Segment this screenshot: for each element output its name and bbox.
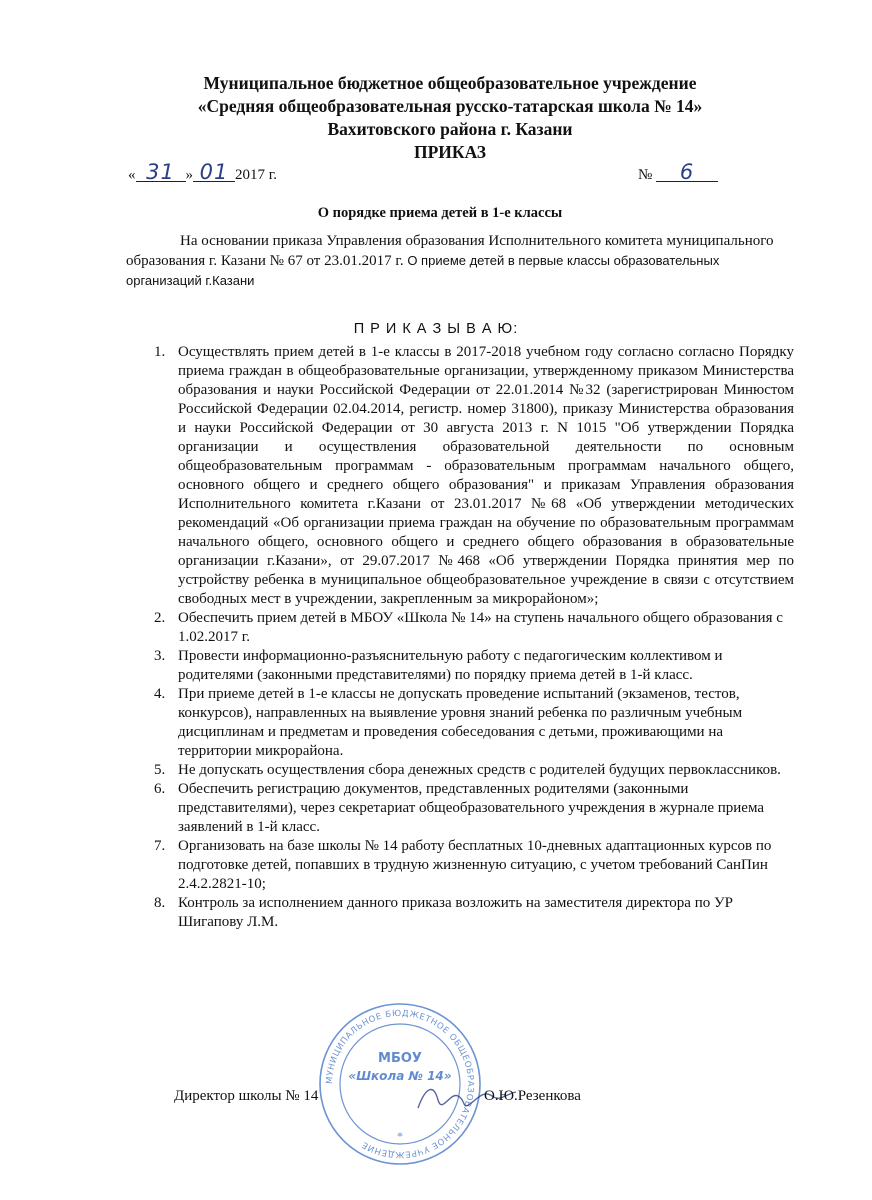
item-text: При приеме детей в 1-е классы не допускать проведение испытаний (экзаменов, тестов, конкурсов), направленных на выявление уровня знаний ребенка по различным учебным дисциплинам и предметам и проведения собеседования с детьми, проживающими на территории микрорайона. — [178, 686, 743, 759]
order-items-list — [154, 343, 794, 932]
list-item — [154, 780, 794, 837]
stamp-ring-text: МУНИЦИПАЛЬНОЕ БЮДЖЕТНОЕ ОБЩЕОБРАЗОВАТЕЛЬНОЕ УЧРЕЖДЕНИЕ — [324, 1008, 476, 1160]
quote-open: « — [128, 167, 136, 183]
org-name-line2: «Средняя общеобразовательная русско-татарская школа № 14» — [197, 96, 703, 116]
list-item — [154, 685, 794, 761]
order-title: О порядке приема детей в 1-е классы — [317, 205, 563, 221]
date-line — [128, 160, 728, 189]
org-district: Вахитовского района г. Казани — [327, 119, 573, 139]
item-number: 4. — [154, 686, 166, 702]
item-text: Обеспечить прием детей в МБОУ «Школа № 14» на ступень начального общего образования с 1.02.2017 г. — [178, 610, 783, 645]
stamp-line1: МБОУ — [378, 1051, 422, 1066]
number-handwritten: 6 — [656, 163, 718, 182]
item-number: 1. — [154, 344, 166, 360]
item-number: 7. — [154, 838, 166, 854]
doc-type: ПРИКАЗ — [413, 142, 487, 162]
date-day-handwritten: 31 — [136, 163, 186, 182]
item-number: 2. — [154, 610, 166, 626]
list-item — [154, 894, 794, 932]
date-year: 2017 г. — [235, 167, 277, 183]
signature-block — [174, 1088, 774, 1112]
number-label: № — [638, 167, 653, 183]
director-name: О.Ю.Резенкова — [484, 1088, 581, 1104]
preamble-main: На основании приказа Управления образования Исполнительного комитета муниципального образования г. Казани № 67 от 23.01.2017 г. — [126, 233, 774, 269]
item-text: Провести информационно-разъяснительную работу с педагогическим коллективом и родителями (законными представителями) по порядку приема детей в 1-й класс. — [178, 648, 723, 683]
item-number: 8. — [154, 895, 166, 911]
item-number: 5. — [154, 762, 166, 778]
item-text: Организовать на базе школы № 14 работу бесплатных 10-дневных адаптационных курсов по подготовке детей, попавших в трудную жизненную ситуацию, с учетом требований СанПин 2.4.2.2821-10; — [178, 838, 772, 892]
order-date — [128, 160, 277, 184]
item-text: Контроль за исполнением данного приказа возложить на заместителя директора по УР Шигапову Л.М. — [178, 895, 733, 930]
stamp-line2: «Школа № 14» — [348, 1069, 452, 1083]
date-month-handwritten: 01 — [193, 163, 235, 182]
preamble-tail: О приеме детей в первые классы образовательных организаций г.Казани — [126, 253, 720, 288]
item-text: Обеспечить регистрацию документов, представленных родителями (законными представителями), через секретариат общеобразовательного учреждения в журнале приема заявлений в 1-й класс. — [178, 781, 764, 835]
preamble — [126, 232, 786, 291]
list-item — [154, 761, 794, 780]
item-text: Не допускать осуществления сбора денежных средств с родителей будущих первоклассников. — [178, 762, 781, 778]
order-number — [638, 160, 718, 184]
order-heading: П Р И К А З Ы В А Ю: — [353, 321, 519, 337]
director-role: Директор школы № 14 — [174, 1088, 319, 1104]
star-icon: * — [397, 1129, 403, 1143]
list-item — [154, 343, 794, 609]
document-header — [100, 72, 800, 164]
list-item — [154, 837, 794, 894]
item-number: 3. — [154, 648, 166, 664]
org-name-line1: Муниципальное бюджетное общеобразовательное учреждение — [203, 73, 697, 93]
list-item — [154, 647, 794, 685]
item-number: 6. — [154, 781, 166, 797]
list-item — [154, 609, 794, 647]
quote-close: » — [185, 167, 193, 183]
item-text: Осуществлять прием детей в 1-е классы в 2017-2018 учебном году согласно согласно Порядку приема граждан в общеобразовательные организации, утвержденному приказом Министерства образования и науки Российской Федерации от 22.01.2014 №32 (зарегистрирован Минюстом Российской Федерации 02.04.2014, регистр. номер 31800), приказу Министерства образования и науки Российской Федерации от 30 августа 2013 г. N 1015 "Об утверждении Порядка организации и осуществления образовательной деятельности по основным общеобразовательным программам - образовательным программам начального общего, основного общего и среднего общего образования" и приказам Управления образования Исполнительного комитета г.Казани от 23.01.2017 №68 «Об утверждении методических рекомендаций «Об организации приема граждан на обучение по образовательным программам начального общего, основного общего и среднего общего образования в образовательные организации г.Казани», от 29.07.2017 №468 «Об утверждении Порядка принятия мер по устройству ребенка в муниципальное общеобразовательное учреждение в связи с отсутствием свободных мест в учреждении, закрепленным за микрорайоном»; — [178, 344, 794, 607]
